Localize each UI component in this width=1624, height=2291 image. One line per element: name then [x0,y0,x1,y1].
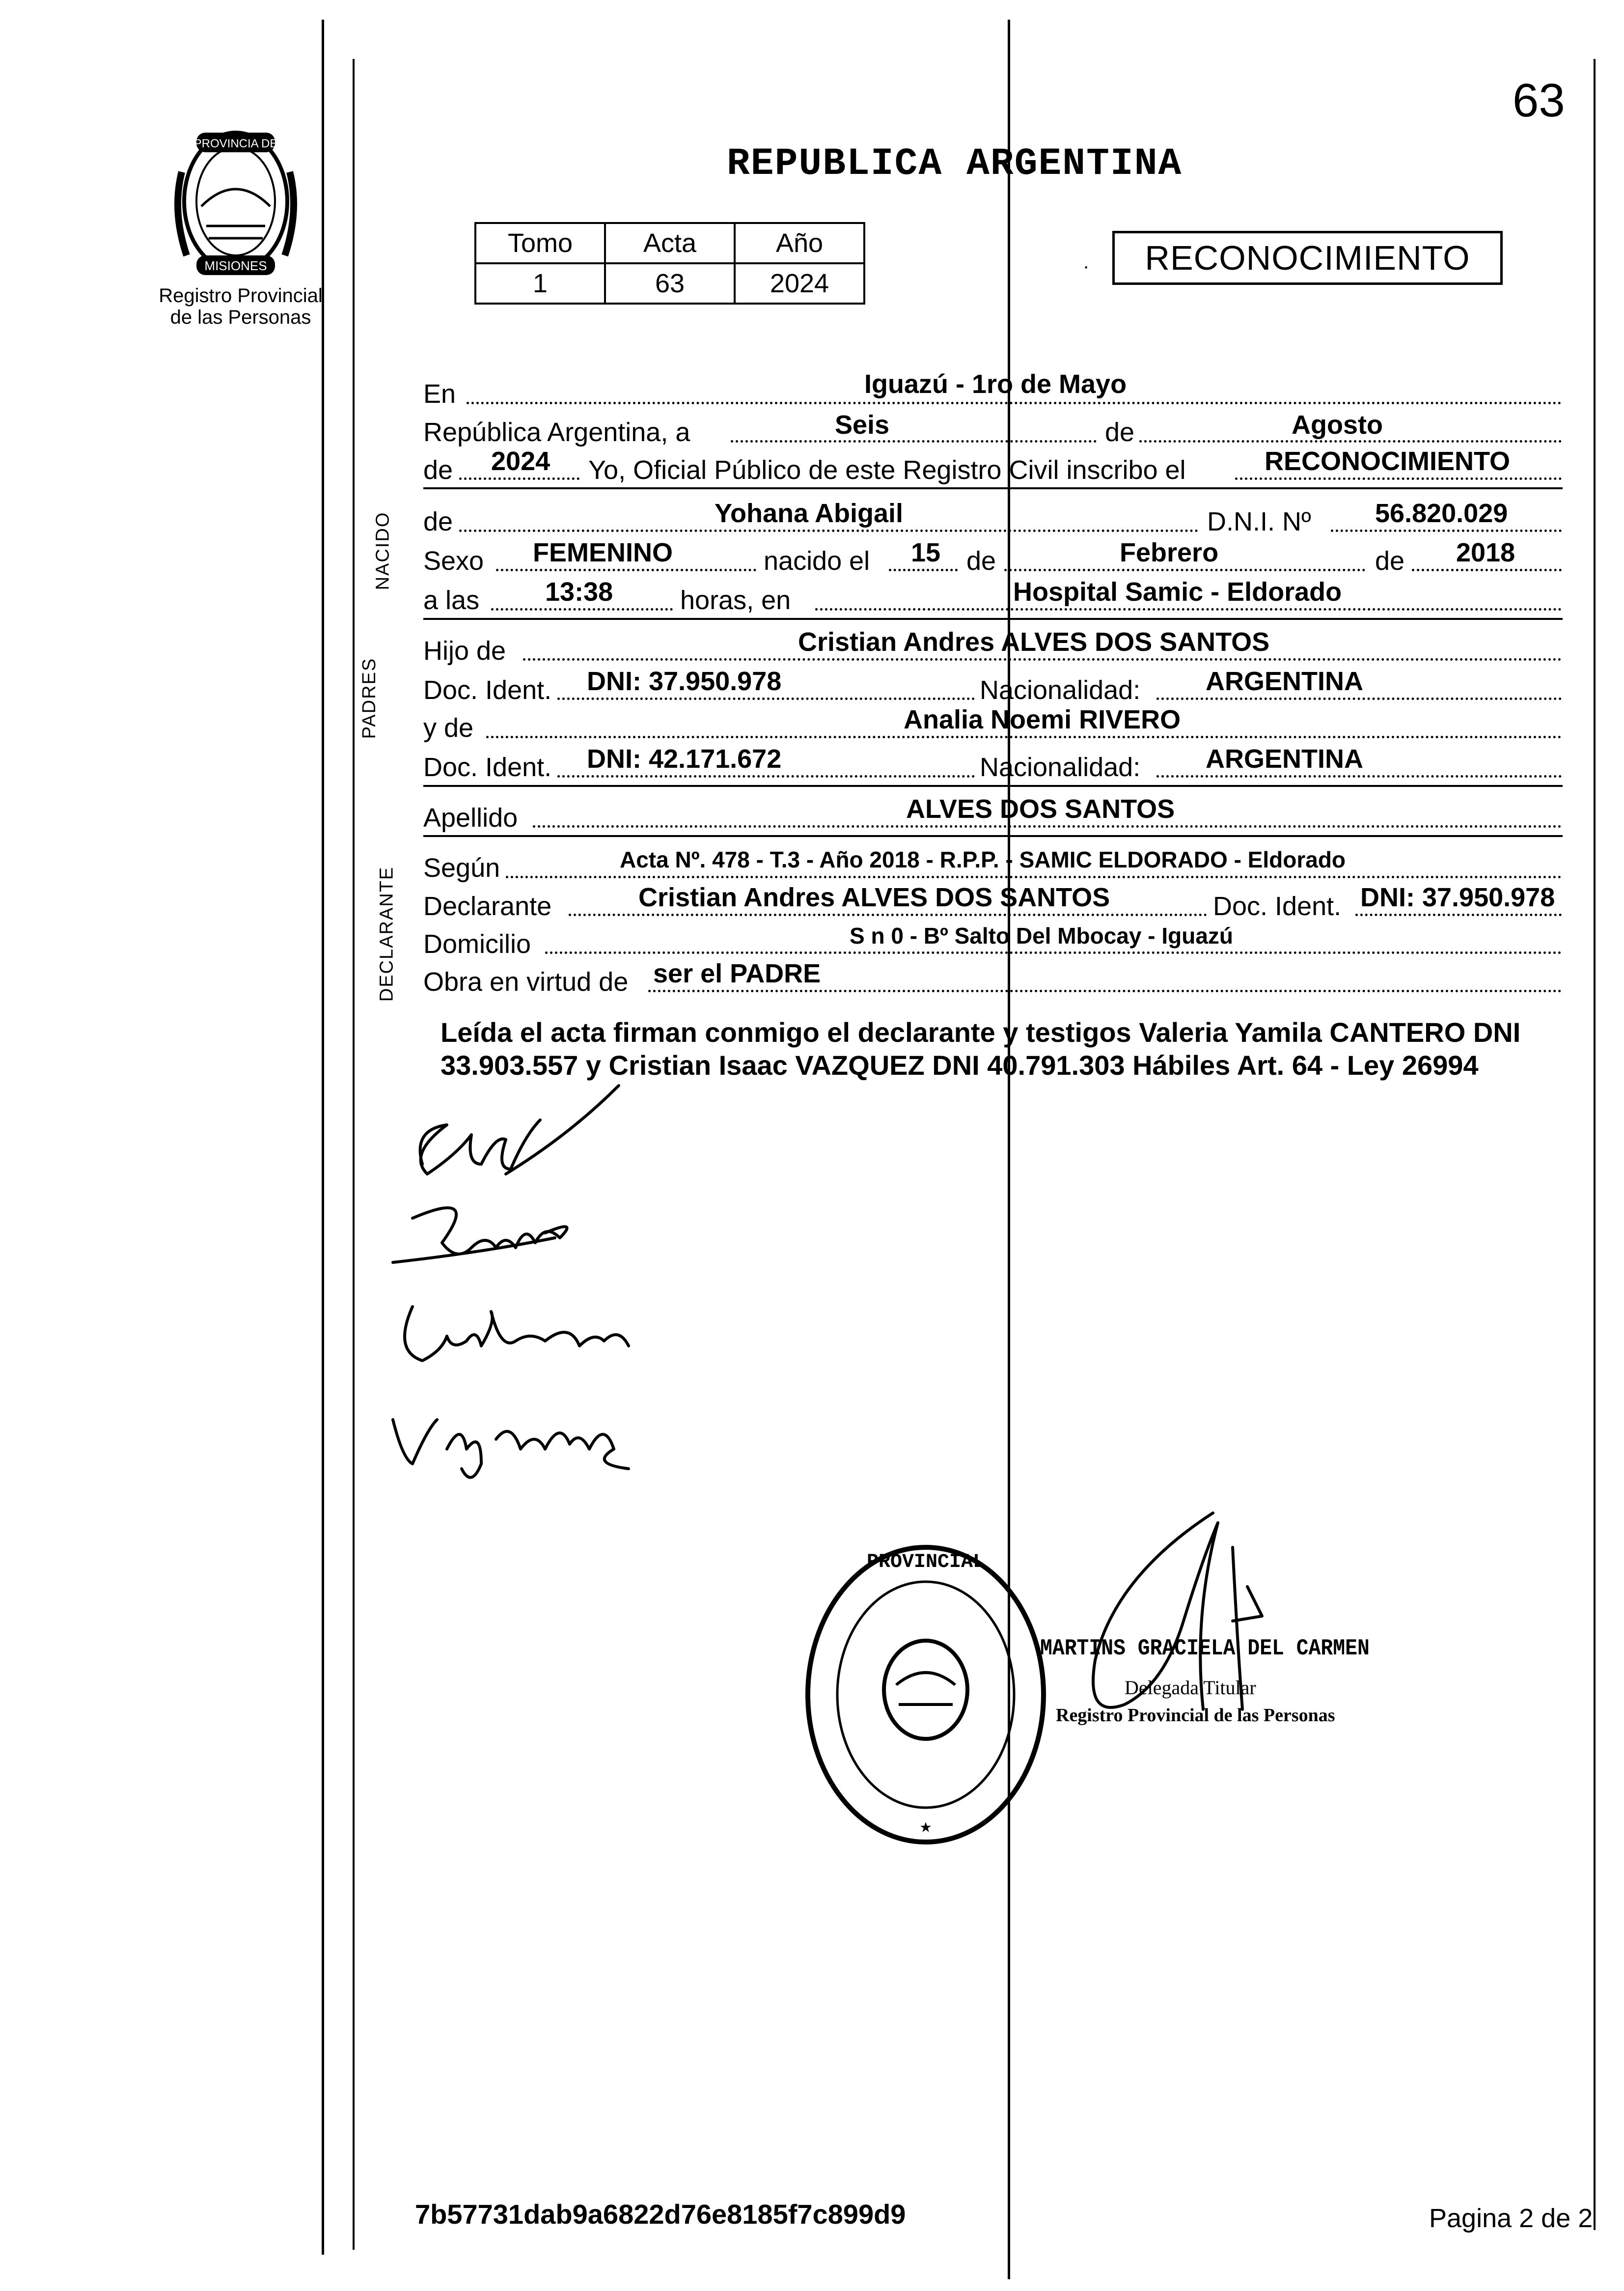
label-republica: República Argentina, a [423,418,690,447]
label-nac-padre: Nacionalidad: [980,675,1141,705]
gutter-line-outer [322,20,324,2255]
misiones-shield-icon [162,113,309,285]
dots-obra [648,990,1562,992]
value-nac-dia: 15 [911,538,941,567]
dots-segun [506,876,1562,878]
side-label-declarante: DECLARANTE [376,866,397,1002]
dots-nac-madre [1156,775,1562,778]
value-madre: Analia Noemi RIVERO [904,705,1181,734]
label-obra: Obra en virtud de [423,967,629,997]
label-declarante: Declarante [423,892,552,921]
side-label-nacido: NACIDO [372,511,393,590]
dots-sexo [496,569,756,571]
label-doc-madre: Doc. Ident. [423,753,552,782]
label-doc-padre: Doc. Ident. [423,675,552,705]
svg-text:PROVINCIAL: PROVINCIAL [866,1551,985,1573]
label-segun: Según [423,853,500,883]
label-dni: D.N.I. Nº [1207,507,1311,536]
table-value-tomo: 1 [475,263,605,304]
official-office: Registro Provincial de las Personas [1056,1705,1335,1726]
label-apellido: Apellido [423,803,518,833]
dots-domicilio [545,951,1562,954]
value-hora: 13:38 [545,577,613,607]
value-nac-mes: Febrero [1120,538,1219,567]
logo-caption-line-1: Registro Provincial [159,285,323,307]
dots-declarante [569,914,1207,916]
value-anio: 2024 [491,447,551,476]
scan-fold-line [1008,20,1010,2279]
round-seal-icon [798,1537,1053,1852]
value-en: Iguazú - 1ro de Mayo [864,369,1127,399]
label-doc-declarante: Doc. Ident. [1213,892,1342,921]
dots-doc-declarante [1355,914,1562,916]
table-value-acta: 63 [605,263,735,304]
value-doc-padre: DNI: 37.950.978 [587,667,782,696]
provincial-logo [162,113,309,285]
document-hash: 7b57731dab9a6822d76e8185f7c899d9 [415,2199,906,2230]
official-name: MARTINS GRACIELA DEL CARMEN [1040,1636,1370,1661]
dots-padre [523,658,1562,661]
right-margin-line [1594,59,1596,2230]
value-nac-madre: ARGENTINA [1206,744,1363,774]
dots-dia [731,440,1097,443]
divider-1 [423,487,1563,489]
value-declarante: Cristian Andres ALVES DOS SANTOS [638,883,1110,912]
record-type-box: RECONOCIMIENTO [1112,231,1503,285]
table-header-tomo: Tomo [475,223,605,263]
dots-madre [486,736,1562,738]
svg-text:PROVINCIA DE: PROVINCIA DE [193,137,278,150]
official-seal [798,1537,1053,1852]
svg-text:MISIONES: MISIONES [204,258,267,273]
label-de-nac-mes: de [966,546,996,576]
label-yde: y de [423,713,474,743]
label-nacido: nacido el [764,546,870,576]
dots-nac-mes [1004,569,1365,571]
dots-mes [1139,440,1562,443]
label-de-nombre: de [423,507,453,536]
dots-inscribe [1235,477,1562,480]
value-dni: 56.820.029 [1375,499,1508,528]
logo-caption [152,285,329,328]
value-doc-declarante: DNI: 37.950.978 [1360,883,1555,912]
table-value-anio: 2024 [735,263,864,304]
value-lugar: Hospital Samic - Eldorado [1013,577,1342,607]
bullet-dot: · [1083,255,1090,277]
official-title: Delegada Titular [1125,1676,1256,1699]
label-oficial: Yo, Oficial Público de este Registro Civil inscribo el [588,455,1186,485]
label-de-nac-anio: de [1375,546,1405,576]
label-en: En [423,379,456,409]
dots-hora [491,608,673,611]
dots-nombre [459,530,1198,532]
dots-doc-padre [557,698,975,700]
value-obra: ser el PADRE [653,959,821,988]
pagination: Pagina 2 de 2 [1429,2204,1593,2233]
dots-apellido [533,825,1562,828]
divider-4 [423,835,1563,837]
label-de-anio: de [423,455,453,485]
value-inscribe: RECONOCIMIENTO [1265,447,1511,476]
table-header-acta: Acta [605,223,735,263]
value-domicilio: S n 0 - Bº Salto Del Mbocay - Iguazú [850,923,1234,949]
dots-doc-madre [557,775,975,778]
label-de-mes: de [1105,418,1135,447]
closing-paragraph: Leída el acta firman conmigo el declarante y testigos Valeria Yamila CANTERO DNI 33.903.557 y Cristian Isaac VAZQUEZ DNI 40.791.303 Hábiles Art. 64 - Ley 26994 [440,1017,1521,1081]
value-dia: Seis [835,410,890,440]
header-title: REPUBLICA ARGENTINA [727,142,1183,186]
dots-lugar [815,608,1562,611]
dots-nac-dia [889,569,958,571]
logo-caption-line-2: de las Personas [170,307,311,328]
dots-dni [1331,530,1562,532]
label-sexo: Sexo [423,546,484,576]
value-nombre: Yohana Abigail [715,499,904,528]
value-doc-madre: DNI: 42.171.672 [587,744,782,774]
dots-anio [459,477,579,480]
label-alas: a las [423,586,480,615]
label-hijo: Hijo de [423,636,506,666]
value-nac-anio: 2018 [1456,538,1515,567]
value-apellido: ALVES DOS SANTOS [906,794,1175,824]
divider-2 [423,618,1563,620]
value-padre: Cristian Andres ALVES DOS SANTOS [798,627,1270,657]
gutter-line-inner [353,59,355,2250]
dots-nac-anio [1412,569,1562,571]
label-domicilio: Domicilio [423,929,531,959]
page-number: 63 [1513,74,1565,127]
label-horas-en: horas, en [680,586,791,615]
side-label-padres: PADRES [359,657,380,739]
value-sexo: FEMENINO [533,538,673,567]
value-mes: Agosto [1292,410,1383,440]
dots-nac-padre [1156,698,1562,700]
divider-3 [423,785,1563,787]
table-header-anio: Año [735,223,864,263]
witness-signatures [383,1076,658,1567]
record-table [474,222,865,305]
svg-text:★: ★ [919,1816,932,1839]
dots-en [467,402,1562,404]
value-segun: Acta Nº. 478 - T.3 - Año 2018 - R.P.P. - SAMIC ELDORADO - Eldorado [620,847,1346,872]
label-nac-madre: Nacionalidad: [980,753,1141,782]
value-nac-padre: ARGENTINA [1206,667,1363,696]
